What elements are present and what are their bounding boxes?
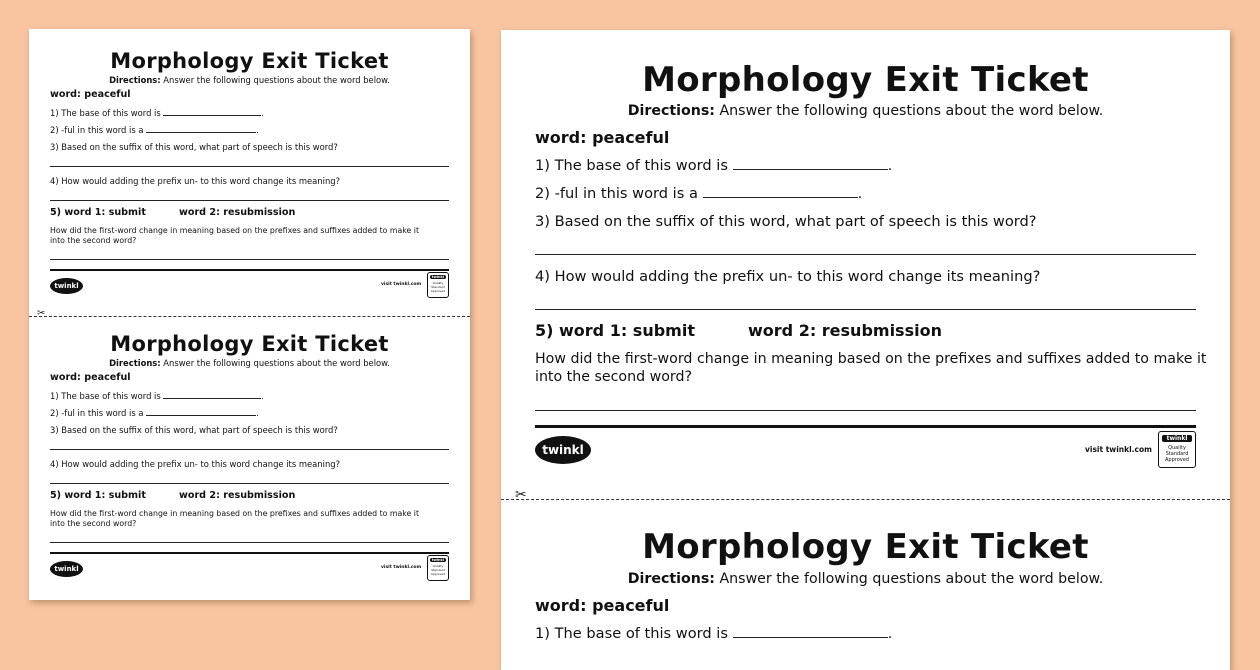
- word-line: word: peaceful: [50, 372, 131, 383]
- answer-line-5[interactable]: [50, 259, 449, 260]
- worksheet-zoom-page: [501, 30, 1230, 670]
- directions-text: Answer the following questions about the word below.: [714, 103, 1104, 119]
- question-4: 4) How would adding the prefix un- to this word change its meaning?: [535, 268, 1041, 285]
- answer-blank-2[interactable]: [703, 197, 858, 198]
- directions-label: Directions:: [627, 571, 715, 587]
- question-2: [50, 125, 259, 135]
- question-2: [50, 408, 259, 418]
- question-1-period: .: [887, 625, 893, 642]
- question-5-text-2: into the second word?: [50, 236, 137, 245]
- answer-line-3[interactable]: [50, 449, 449, 450]
- answer-blank-1[interactable]: [733, 637, 888, 638]
- question-1-period: .: [887, 157, 893, 174]
- answer-blank-1[interactable]: [163, 115, 261, 116]
- question-5-text-2: into the second word?: [535, 369, 692, 385]
- ticket-directions: [501, 571, 1230, 587]
- question-1-text: 1) The base of this word is: [50, 391, 164, 401]
- answer-line-3[interactable]: [535, 254, 1196, 255]
- directions-text: Answer the following questions about the word below.: [160, 75, 390, 85]
- answer-line-5[interactable]: [535, 410, 1196, 411]
- directions-text: Answer the following questions about the word below.: [714, 571, 1104, 587]
- quality-badge: [1158, 431, 1196, 468]
- question-3: 3) Based on the suffix of this word, what part of speech is this word?: [50, 142, 338, 152]
- answer-line-3[interactable]: [50, 166, 449, 167]
- quality-badge: [427, 272, 449, 298]
- question-1: [535, 157, 892, 174]
- question-5-word-2: word 2: resubmission: [179, 490, 296, 501]
- question-5-text-1: How did the first-word change in meaning based on the prefixes and suffixes added to make it: [50, 509, 419, 518]
- question-5-word-1: 5) word 1: submit: [50, 490, 146, 501]
- answer-line-4[interactable]: [50, 200, 449, 201]
- answer-blank-2[interactable]: [146, 132, 256, 133]
- ticket-directions: [501, 103, 1230, 119]
- footer-rule: [50, 552, 449, 554]
- question-5-word-2: word 2: resubmission: [748, 321, 942, 340]
- answer-blank-1[interactable]: [733, 169, 888, 170]
- question-2-period: .: [857, 185, 863, 202]
- scissors-icon: ✂: [37, 308, 46, 319]
- question-4: 4) How would adding the prefix un- to this word change its meaning?: [50, 459, 341, 469]
- answer-line-4[interactable]: [535, 309, 1196, 310]
- directions-label: Directions:: [109, 358, 161, 368]
- answer-line-4[interactable]: [50, 483, 449, 484]
- exit-ticket-bottom: [29, 312, 470, 597]
- badge-text: Quality Standard Approved: [430, 564, 446, 576]
- badge-top: twinkl: [1162, 435, 1192, 442]
- exit-ticket-top: [29, 29, 470, 314]
- question-2-text: 2) -ful in this word is a: [535, 185, 703, 202]
- question-4: 4) How would adding the prefix un- to this word change its meaning?: [50, 176, 341, 186]
- question-2-period: .: [256, 125, 259, 135]
- answer-line-5[interactable]: [50, 542, 449, 543]
- visit-twinkl-link[interactable]: visit twinkl.com: [381, 565, 422, 570]
- question-1-text: 1) The base of this word is: [535, 625, 733, 642]
- directions-label: Directions:: [627, 103, 715, 119]
- ticket-title: Morphology Exit Ticket: [110, 49, 389, 73]
- scissors-icon: ✂: [515, 487, 527, 503]
- question-2-text: 2) -ful in this word is a: [50, 408, 147, 418]
- ticket-title: Morphology Exit Ticket: [642, 60, 1089, 100]
- question-5-word-1: 5) word 1: submit: [535, 321, 695, 340]
- directions-label: Directions:: [109, 75, 161, 85]
- word-line: word: peaceful: [50, 89, 131, 100]
- question-5-text-1: How did the first-word change in meaning based on the prefixes and suffixes added to make it: [535, 351, 1207, 367]
- visit-twinkl-link[interactable]: visit twinkl.com: [381, 282, 422, 287]
- question-1-text: 1) The base of this word is: [535, 157, 733, 174]
- badge-text: Quality Standard Approved: [430, 281, 446, 293]
- ticket-title: Morphology Exit Ticket: [110, 332, 389, 356]
- question-5-text-1: How did the first-word change in meaning based on the prefixes and suffixes added to make it: [50, 226, 419, 235]
- badge-top: twinkl: [431, 275, 445, 279]
- question-2-text: 2) -ful in this word is a: [50, 125, 147, 135]
- question-1: [50, 108, 264, 118]
- footer-rule: [535, 425, 1196, 428]
- question-3: 3) Based on the suffix of this word, what part of speech is this word?: [50, 425, 338, 435]
- quality-badge: [427, 555, 449, 581]
- footer-rule: [50, 269, 449, 271]
- question-5-word-1: 5) word 1: submit: [50, 207, 146, 218]
- exit-ticket-zoom-bottom: [501, 500, 1230, 670]
- word-line: word: peaceful: [535, 596, 670, 615]
- twinkl-logo: twinkl: [50, 278, 83, 294]
- visit-twinkl-link[interactable]: visit twinkl.com: [1085, 445, 1152, 454]
- answer-blank-1[interactable]: [163, 398, 261, 399]
- word-line: word: peaceful: [535, 128, 670, 147]
- answer-blank-2[interactable]: [146, 415, 256, 416]
- question-1: [50, 391, 264, 401]
- question-1: [535, 625, 892, 642]
- twinkl-logo: twinkl: [50, 561, 83, 577]
- exit-ticket-zoom-top: [501, 30, 1230, 495]
- badge-top: twinkl: [431, 558, 445, 562]
- question-5-text-2: into the second word?: [50, 519, 137, 528]
- badge-text: Quality Standard Approved: [1165, 445, 1189, 463]
- ticket-directions: [29, 75, 470, 85]
- worksheet-preview-page: [29, 29, 470, 600]
- question-2: [535, 185, 862, 202]
- question-5-word-2: word 2: resubmission: [179, 207, 296, 218]
- ticket-directions: [29, 358, 470, 368]
- directions-text: Answer the following questions about the word below.: [160, 358, 390, 368]
- question-1-period: .: [261, 108, 265, 118]
- ticket-title: Morphology Exit Ticket: [642, 527, 1089, 567]
- question-1-text: 1) The base of this word is: [50, 108, 164, 118]
- twinkl-logo: twinkl: [535, 436, 591, 464]
- question-2-period: .: [256, 408, 259, 418]
- question-1-period: .: [261, 391, 265, 401]
- question-3: 3) Based on the suffix of this word, what part of speech is this word?: [535, 213, 1037, 230]
